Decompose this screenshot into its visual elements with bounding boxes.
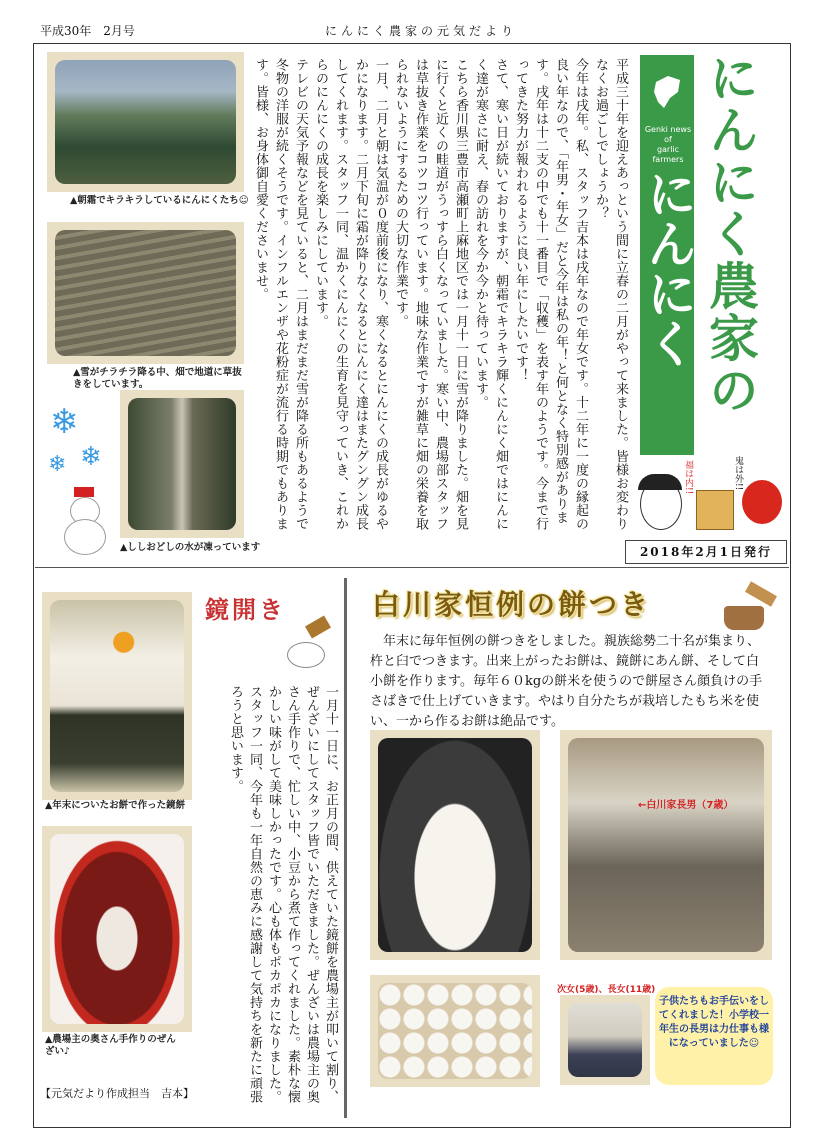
column-divider bbox=[344, 578, 347, 1118]
masthead-green-title: にんにく bbox=[639, 168, 697, 368]
usu-kine-icon bbox=[718, 588, 778, 633]
kagami-article: 一月十一日に、お正月の間、供えていた鏡餅を農場主が叩いて割り、ぜんざいにしてスタッフ皆でいただきました。ぜんざいは農場主の奥さん手作りで、忙しい中、小豆から煮て作ってくれました。素朴な懐かしい味がして美味しかったです。心も体もポカポカになりました。 スタッフ一同、今年も一年自然の恵みに感謝して気持ちを新たに頑張ろうと思います。 bbox=[228, 685, 338, 1104]
issue-number: 平成30年 2月号 bbox=[40, 24, 135, 38]
caption-kagami: ▲年末についたお餅で作った鏡餅 bbox=[45, 800, 186, 811]
snowflake-icon: ❄ bbox=[48, 452, 67, 477]
intro-article: 平成三十年を迎えあっという間に立春の二月がやって来ました。皆様お変わりなくお過ごしでしょうか？ 今年は戌年。私、スタッフ吉本は戌年なので年女です。十二年に一度の縁起の良い年なので、「年男・年女」だと今年は私の年！と何となく特別感があります。戌年は十二支の中でも十一番目で「収穫」を表す年のようです。今まで行ってきた努力が報われるように良い年にしたいです！ さて、寒い日が続いておりますが、朝霜でキラキラ輝くにんにく畑ではにんにく達が寒さに耐え、春の訪れを今か今かと待っています。 こちら香川県三豊市高瀬町上麻地区では一月十一日に雪が降りました。畑を見に行くと近くの畦道がうっすら白くなっていました。寒い中、農場部スタッフは草抜き作業をコツコツ行っています。地味な作業ですが雑草に畑の栄養を取られないようにするための大切な作業です。 一月、二月と朝は気温が０度前後になり、寒くなるとにんにくの成長がゆるやかになります。二月下旬に霜が降りなくなるとにんにく達はまたグングン成長してくれます。スタッフ一同、温かくにんにくの生育を見守っていき、これからのにんにくの成長を楽しみにしています。 テレビの天気予報などを見ていると、二月はまだまだ雪が降る所もあるようで冬物の洋服が続くそうです。インフルエンザや花粉症が流行る時期でもあります。皆様、お身体御自愛くださいませ。 bbox=[253, 58, 628, 531]
snowflake-icon: ❄ bbox=[80, 442, 102, 472]
label-daughters: 次女(5歳)、長女(11歳) bbox=[557, 985, 656, 995]
photo-kagami-mochi bbox=[42, 592, 192, 800]
author-credit: 【元気だより作成担当 吉本】 bbox=[40, 1087, 194, 1100]
kids-note: 子供たちもお手伝いをしてくれました！小学校一年生の長男は力仕事も様になっていました☺ bbox=[655, 987, 773, 1085]
oni-label: 鬼は外!! bbox=[733, 456, 743, 491]
setsubun-illustration bbox=[636, 456, 786, 535]
caption-frost: ▲朝霜でキラキラしているにんにくたち☺ bbox=[70, 195, 249, 206]
caption-shishi: ▲ししおどしの水が凍っています bbox=[120, 542, 261, 553]
publish-date: 2018年2月1日発行 bbox=[625, 540, 787, 564]
header-title: にんにく農家の元気だより bbox=[325, 24, 518, 38]
snowflake-icon: ❄ bbox=[50, 402, 79, 442]
kagami-title: 鏡開き bbox=[205, 596, 286, 624]
photo-shishi-odoshi bbox=[120, 390, 244, 538]
photo-pounding bbox=[370, 730, 540, 960]
photo-weeding bbox=[47, 222, 244, 364]
shikoku-map-icon bbox=[650, 72, 684, 112]
caption-weeding: ▲雪がチラチラ降る中、畑で地道に草抜きをしています。 bbox=[73, 367, 242, 390]
photo-son-pounding bbox=[560, 730, 772, 960]
photo-frost-garlic bbox=[47, 52, 244, 192]
label-son: ←白川家長男（7歳） bbox=[638, 800, 734, 811]
mochi-article: 年末に毎年恒例の餅つきをしました。親族総勢二十名が集まり、杵と臼でつきます。出来上がったお餅は、鏡餅にあん餅、そして白小餅を作ります。毎年６０kgの餅米を使うので餅屋さん顔負けの手さばきで仕上げていきます。やはり自分たちが栽培したもち米を使い、一から作るお餅は絶品です。 bbox=[370, 634, 763, 729]
photo-daughters bbox=[560, 995, 650, 1085]
photo-mochi-rows bbox=[370, 975, 540, 1087]
snowman-icon bbox=[60, 487, 108, 555]
fuku-label: 福は内!! bbox=[683, 460, 693, 495]
section-divider bbox=[35, 567, 789, 568]
mochi-title: 白川家恒例の餅つき bbox=[372, 588, 652, 621]
caption-zenzai: ▲農場主の奥さん手作りのぜんざい♪ bbox=[45, 1034, 176, 1057]
masthead-title: にんにく農家の bbox=[701, 52, 759, 416]
photo-zenzai bbox=[42, 826, 192, 1032]
masthead-english: Genki news of garlic farmers bbox=[644, 125, 692, 164]
mallet-icon bbox=[283, 618, 333, 668]
